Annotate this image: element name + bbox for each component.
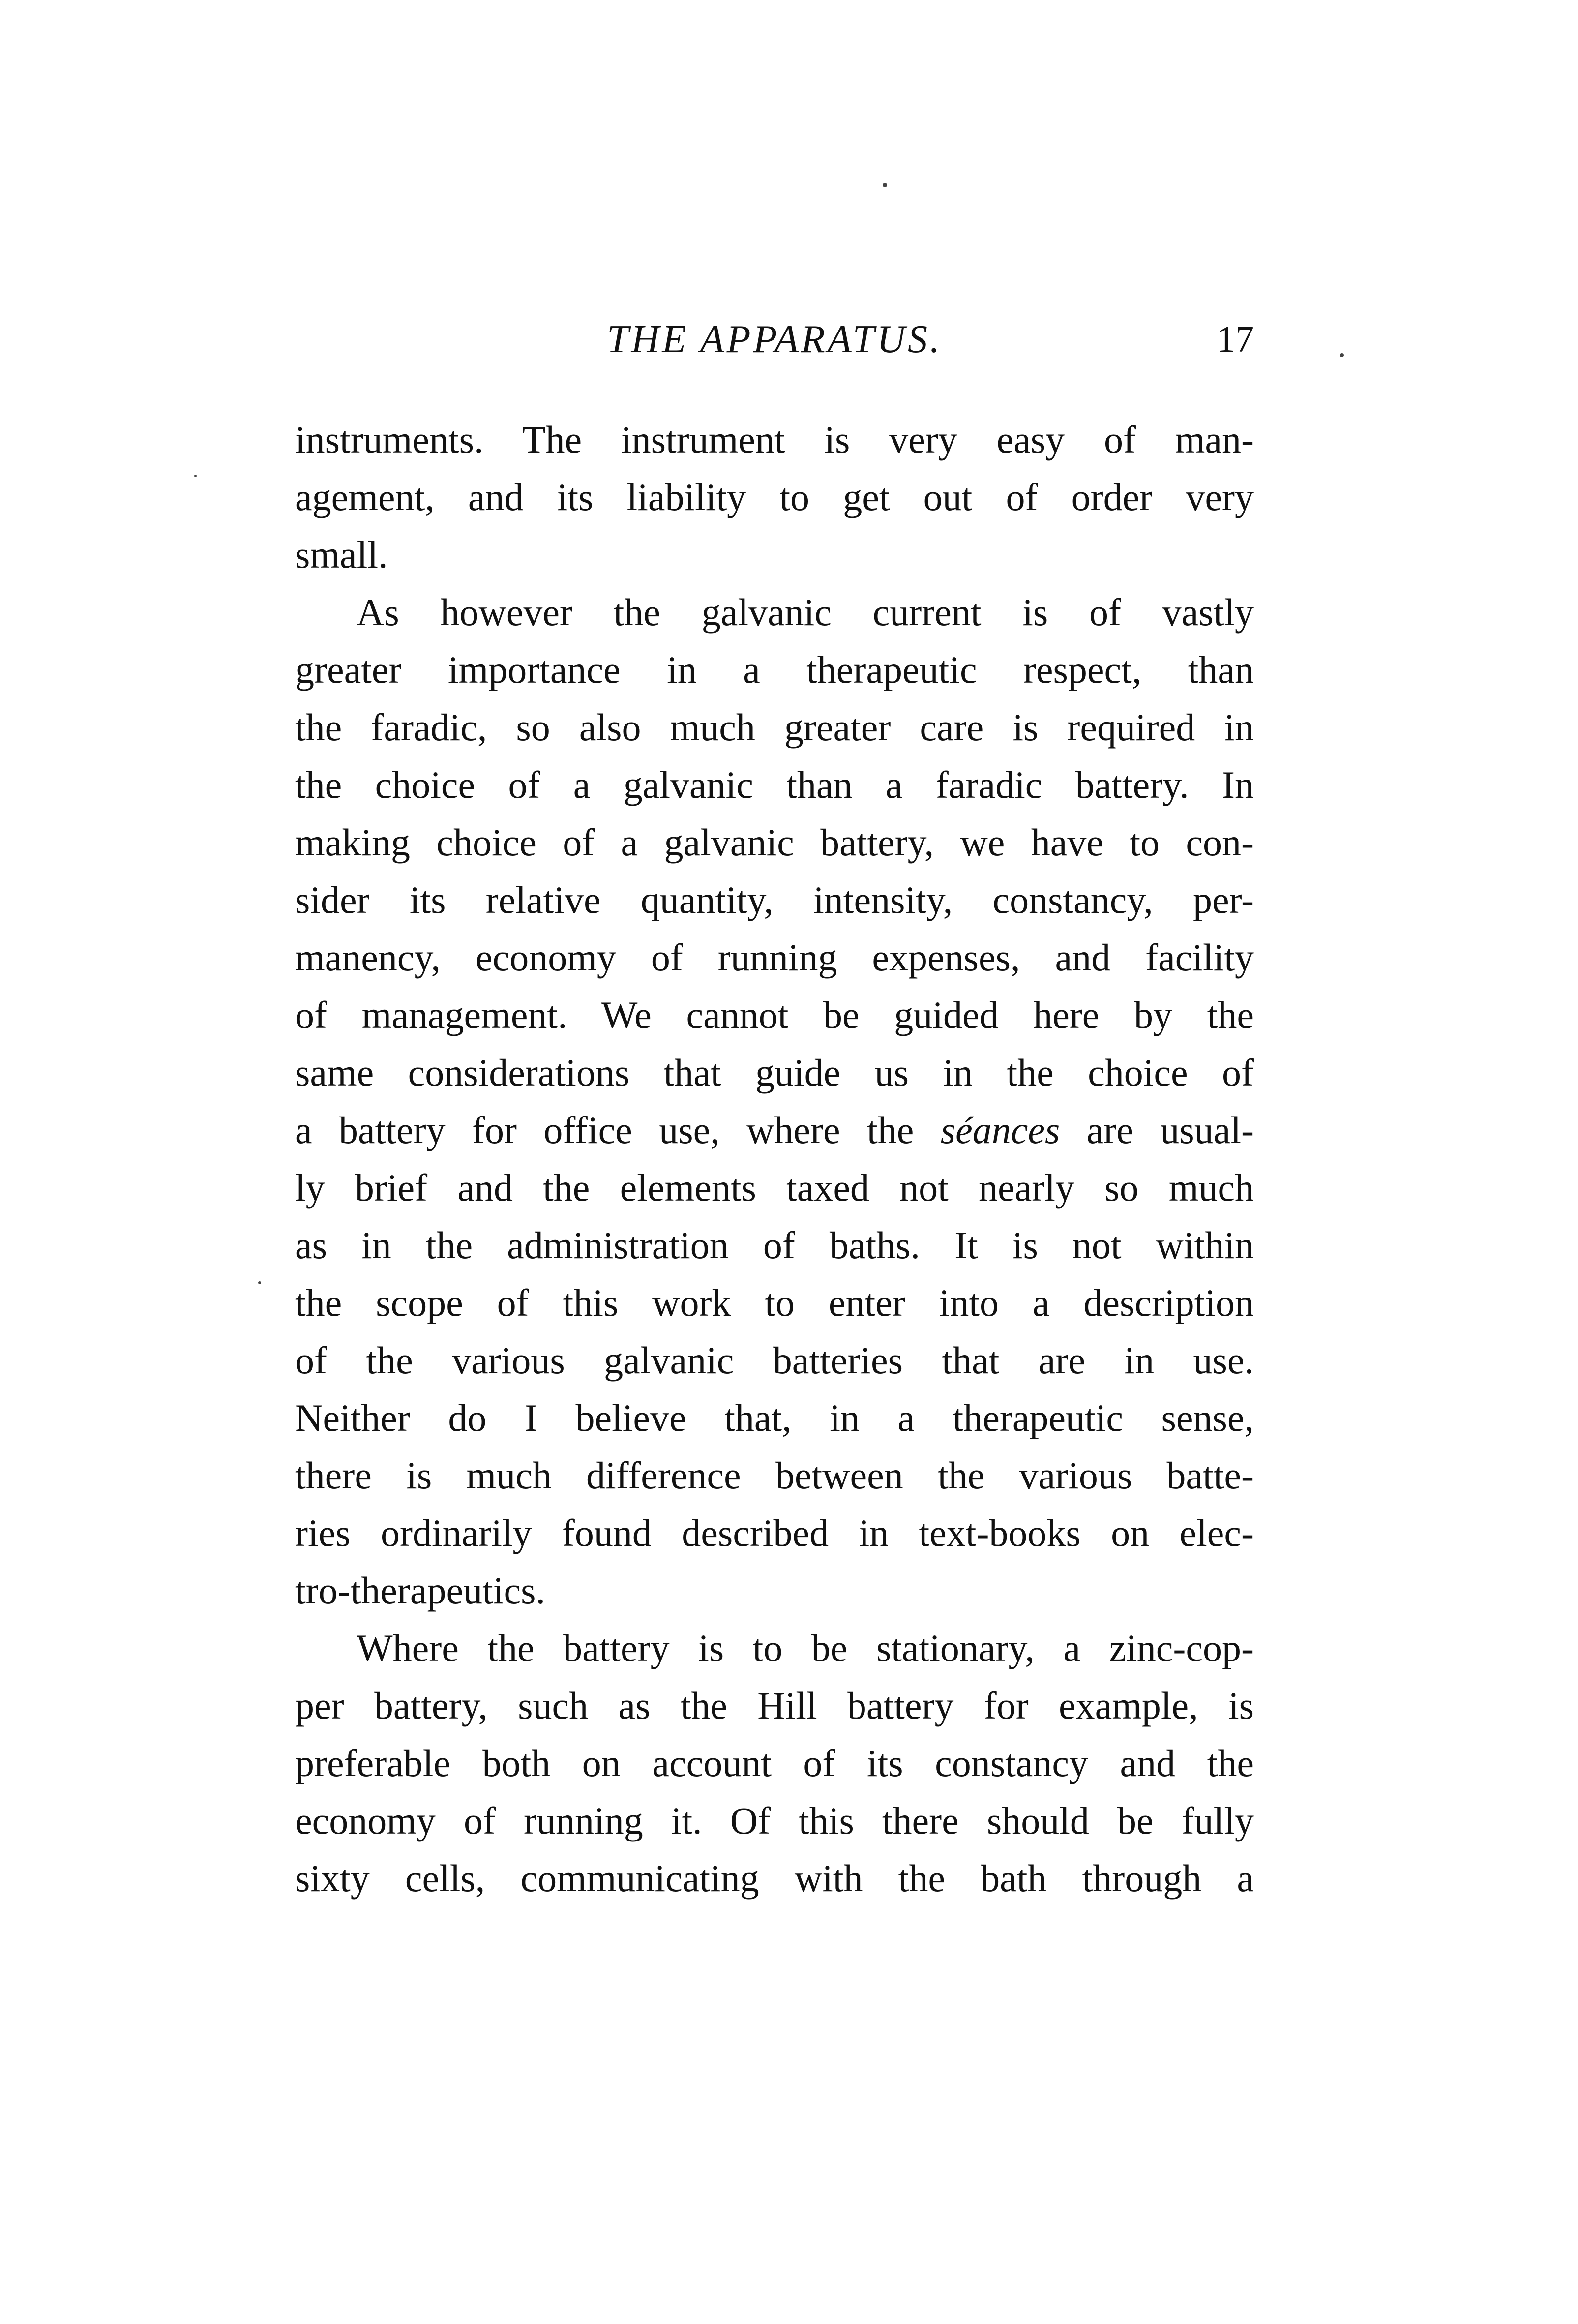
text-line: same considerations that guide us in the choice of bbox=[295, 1051, 1254, 1094]
text-line: As however the galvanic current is of vastly bbox=[357, 591, 1254, 634]
text-line: greater importance in a therapeutic respect, than bbox=[295, 648, 1254, 691]
text-line: ly brief and the elements taxed not nearly so much bbox=[295, 1166, 1254, 1209]
print-speck bbox=[1340, 353, 1344, 357]
text-line: of management. We cannot be guided here by the bbox=[295, 994, 1254, 1036]
page-number: 17 bbox=[1217, 319, 1254, 360]
text-line: the faradic, so also much greater care is required in bbox=[295, 706, 1254, 749]
body-text bbox=[295, 411, 1254, 1907]
text-line: agement, and its liability to get out of order very bbox=[295, 476, 1254, 518]
paragraph-2 bbox=[295, 583, 1254, 1619]
print-speck bbox=[883, 183, 887, 187]
text-line: there is much difference between the various batte- bbox=[295, 1454, 1254, 1497]
text-line-with-italic bbox=[295, 1101, 1254, 1159]
print-speck bbox=[194, 475, 197, 477]
print-speck bbox=[258, 1281, 261, 1284]
text-line: of the various galvanic batteries that are in use. bbox=[295, 1339, 1254, 1382]
text-line: small. bbox=[295, 533, 388, 576]
text-line: the choice of a galvanic than a faradic battery. In bbox=[295, 763, 1254, 806]
paragraph-1 bbox=[295, 411, 1254, 583]
paragraph-3 bbox=[295, 1619, 1254, 1907]
italic-word: séances bbox=[940, 1109, 1060, 1151]
text-line: economy of running it. Of this there should be fully bbox=[295, 1799, 1254, 1842]
text-line: instruments. The instrument is very easy of man- bbox=[295, 418, 1254, 461]
text-line: sixty cells, communicating with the bath through a bbox=[295, 1857, 1254, 1900]
running-head bbox=[295, 315, 1254, 364]
text-line: Neither do I believe that, in a therapeutic sense, bbox=[295, 1396, 1254, 1439]
text-line: Where the battery is to be stationary, a zinc-cop- bbox=[357, 1627, 1254, 1669]
text-line: ries ordinarily found described in text-books on elec- bbox=[295, 1511, 1254, 1554]
text-line: as in the administration of baths. It is not within bbox=[295, 1224, 1254, 1267]
text-line: tro-therapeutics. bbox=[295, 1569, 545, 1612]
text-line: sider its relative quantity, intensity, constancy, per- bbox=[295, 878, 1254, 921]
text-line: making choice of a galvanic battery, we have to con- bbox=[295, 821, 1254, 864]
text-segment: are usual- bbox=[1060, 1109, 1254, 1151]
text-line: manency, economy of running expenses, and facility bbox=[295, 936, 1254, 979]
text-segment: a battery for office use, where the bbox=[295, 1109, 941, 1151]
running-title: THE APPARATUS. bbox=[607, 318, 942, 361]
text-line: preferable both on account of its constancy and the bbox=[295, 1742, 1254, 1784]
text-line: the scope of this work to enter into a description bbox=[295, 1281, 1254, 1324]
text-line: per battery, such as the Hill battery for example, is bbox=[295, 1684, 1254, 1727]
